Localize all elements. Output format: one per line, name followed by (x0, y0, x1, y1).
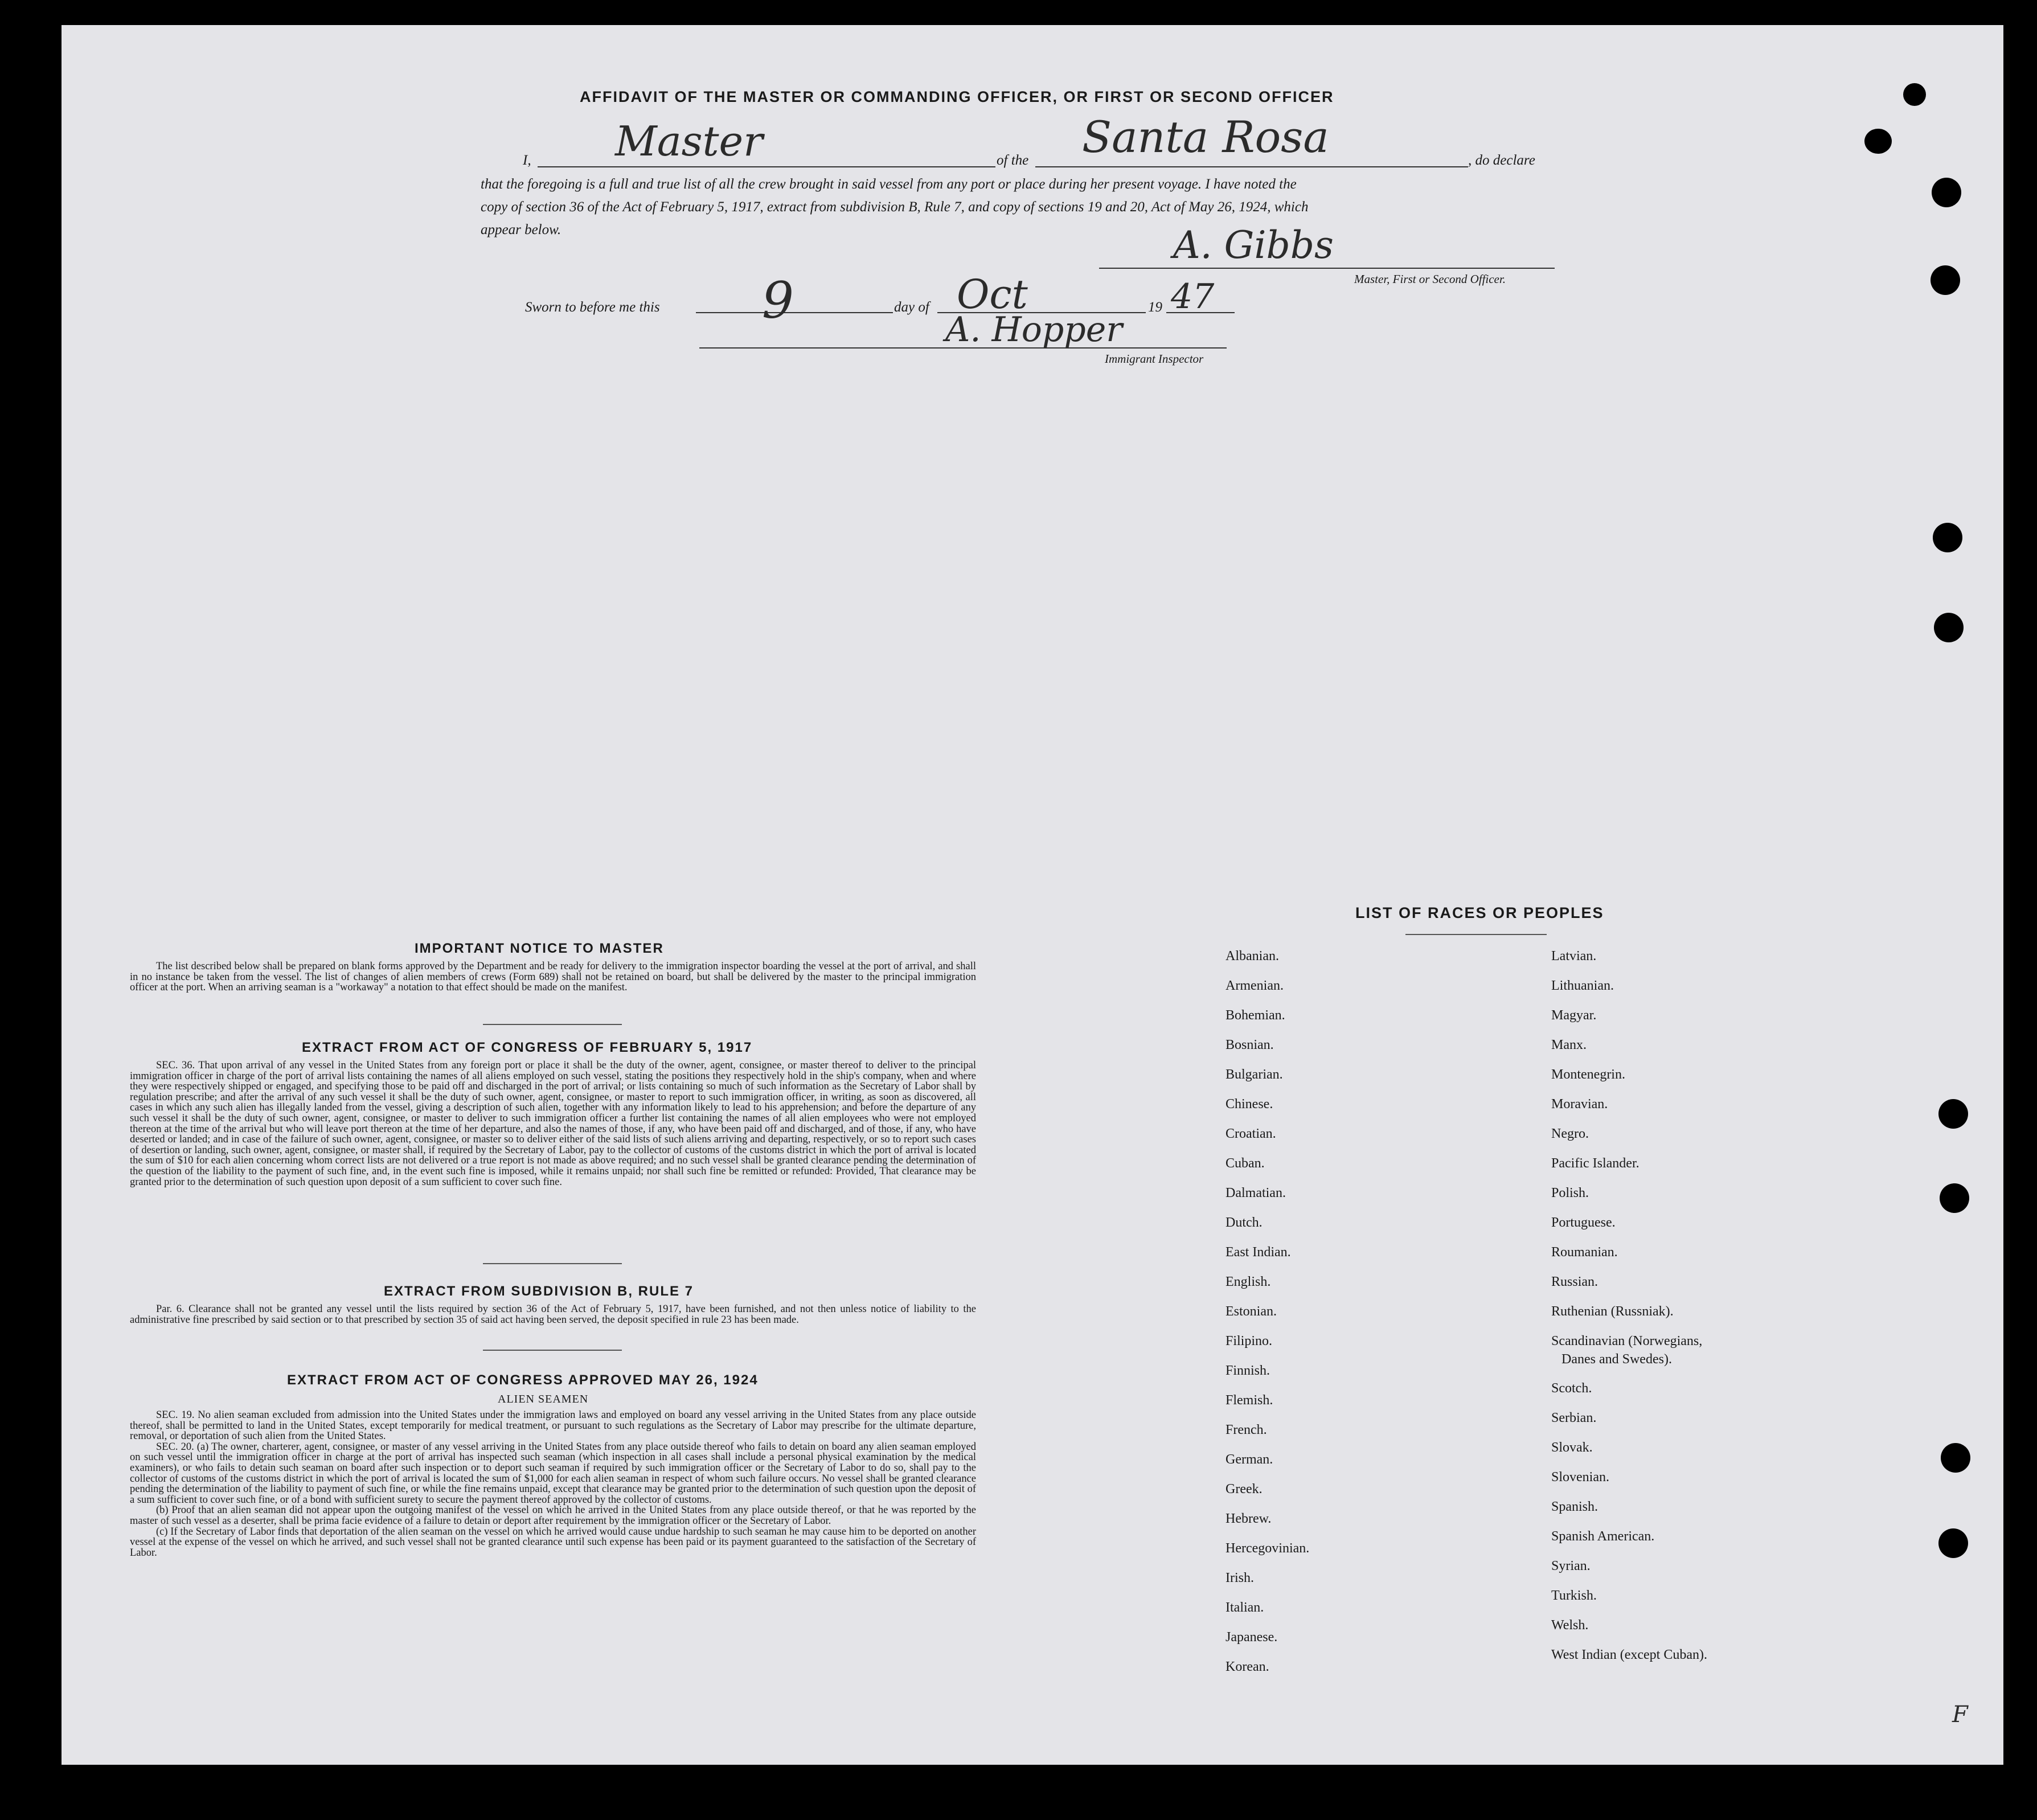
section-divider (483, 1024, 622, 1025)
races-title-underline (1405, 934, 1547, 935)
race-item: East Indian. (1226, 1245, 1291, 1260)
affidavit-line-2: that the foregoing is a full and true list of all the crew brought in said vessel from any port or place during her present voyage. I have noted the (481, 177, 1297, 192)
race-item: Scandinavian (Norwegians, (1551, 1334, 1703, 1348)
extract-1917-body (130, 1060, 976, 1187)
race-item: West Indian (except Cuban). (1551, 1647, 1707, 1662)
race-item: Japanese. (1226, 1630, 1278, 1645)
race-item: Spanish. (1551, 1499, 1599, 1514)
race-item: Slovak. (1551, 1440, 1593, 1455)
race-item: Filipino. (1226, 1334, 1273, 1348)
affidavit-title: AFFIDAVIT OF THE MASTER OR COMMANDING OFFICER, OR FIRST OR SECOND OFFICER (580, 88, 1334, 105)
race-item: Magyar. (1551, 1008, 1597, 1023)
par-6-paragraph: Par. 6. Clearance shall not be granted any vessel until the lists required by section 36 of the Act of February 5, 1917, have been furnished, and not then unless notice of liability to the administrative fine prescribed by said section or to that prescribed by section 35 of said act having been served, the deposit specified in rule 23 has been made. (130, 1303, 976, 1326)
binder-hole (1933, 523, 1962, 552)
handwritten-inspector-signature: A. Hopper (945, 310, 1122, 350)
handwritten-year: 47 (1171, 277, 1215, 317)
year-prefix: 19 (1148, 300, 1162, 315)
race-item: Bosnian. (1226, 1038, 1274, 1052)
race-item: Armenian. (1226, 978, 1284, 993)
signature-caption: Master, First or Second Officer. (1354, 272, 1506, 286)
signature-line (1099, 268, 1555, 269)
race-item: Korean. (1226, 1659, 1269, 1674)
race-item: Russian. (1551, 1274, 1599, 1289)
section-divider (483, 1263, 622, 1264)
day-of-label: day of (894, 300, 929, 315)
race-item: Finnish. (1226, 1363, 1270, 1378)
binder-hole (1864, 129, 1892, 154)
race-item: Hebrew. (1226, 1511, 1272, 1526)
do-declare-label: , do declare (1468, 153, 1535, 168)
race-item: Portuguese. (1551, 1215, 1616, 1230)
vessel-line (1035, 166, 1468, 167)
handwritten-vessel-name: Santa Rosa (1082, 112, 1329, 162)
corner-mark: F (1952, 1702, 1968, 1728)
race-item: Pacific Islander. (1551, 1156, 1640, 1171)
race-item: Estonian. (1226, 1304, 1277, 1319)
affidavit-line-3: copy of section 36 of the Act of February 5, 1917, extract from subdivision B, Rule 7, and copy of sections 19 and 20, Act of May 26, 1924, which (481, 199, 1309, 215)
binder-hole (1938, 1528, 1968, 1558)
sec-19-paragraph: SEC. 19. No alien seaman excluded from admission into the United States under the immigration laws and employed on board any vessel arriving in the United States from any place outside thereof, shall be permitted to land in the United States, except temporarily for medical treatment, or pursuant to such regulations as the Secretary of Labor may prescribe for the ultimate departure, removal, or deportation of such alien from the United States. (130, 1409, 976, 1442)
notice-body (130, 961, 976, 993)
race-item: English. (1226, 1274, 1271, 1289)
binder-hole (1941, 1443, 1970, 1473)
binder-hole (1931, 265, 1960, 295)
race-item: Syrian. (1551, 1559, 1591, 1573)
rule7-body (130, 1304, 976, 1325)
race-item: Albanian. (1226, 949, 1279, 964)
race-item: Turkish. (1551, 1588, 1597, 1603)
race-item: Manx. (1551, 1038, 1587, 1052)
section-36-paragraph: SEC. 36. That upon arrival of any vessel in the United States from any foreign port or place it shall be the duty of the owner, agent, consignee, or master thereof to deliver to the principal immigration officer in charge of the port of arrival lists containing the names of all aliens employed on such vessel, stating the positions they respectively hold in the ship's company, when and where they were respectively shipped or engaged, and specifying those to be paid off and discharged in the port of arrival; or lists containing so much of such information as the Secretary of Labor shall by regulation prescribe; and after the arrival of any such vessel it shall be the duty of such owner, agent, consignee, or master to report to such immigration officer, in writing, as soon as discovered, all cases in which any such alien has illegally landed from the vessel, giving a description of such alien, together with any information likely to lead to his apprehension; and before the departure of any such vessel it shall be the duty of such owner, agent, consignee, or master to deliver to such immigration officer a further list containing the names of all alien employees who were not employed thereon at the time of the arrival but who will leave port thereon at the time of her departure, and also the names of those, if any, who have been paid off and discharged, and of those, if any, who have deserted or landed; and in case of the failure of such owner, agent, consignee, or master so to deliver either of the said lists of such aliens arriving and departing, respectively, or so to report such cases of desertion or landing, such owner, agent, consignee, or master shall, if required by the Secretary of Labor, pay to the collector of customs of the customs district in which the port of arrival is located the sum of $10 for each alien concerning whom correct lists are not delivered or a true report is not made as above required; and no such vessel shall be granted clearance pending the determination of the question of the liability to the payment of such fine, and, in the event such fine is imposed, while it remains unpaid; nor shall such fine be remitted or refunded: Provided, That clearance may be granted prior to the determination of such question upon deposit of a sum sufficient to cover such fine. (130, 1060, 976, 1188)
handwritten-master-signature: A. Gibbs (1173, 223, 1334, 267)
race-item: Roumanian. (1551, 1245, 1618, 1260)
race-item: Negro. (1551, 1126, 1589, 1141)
handwritten-month: Oct (957, 271, 1028, 318)
race-item: Danes and Swedes). (1561, 1352, 1672, 1367)
race-item: Welsh. (1551, 1618, 1589, 1633)
sec-20b-paragraph: (b) Proof that an alien seaman did not appear upon the outgoing manifest of the vessel on which he arrived in the United States from any place outside thereof, or that he was reported by the master of such vessel as a deserter, shall be prima facie evidence of a failure to detain or deport after requirement by the immigration officer or the Secretary of Labor. (130, 1505, 976, 1527)
race-item: Slovenian. (1551, 1470, 1609, 1485)
race-item: Montenegrin. (1551, 1067, 1625, 1082)
races-title: LIST OF RACES OR PEOPLES (1355, 904, 1604, 921)
affidavit-i-label: I, (523, 153, 531, 168)
extract-1924-title: EXTRACT FROM ACT OF CONGRESS APPROVED MAY 26, 1924 (287, 1372, 759, 1388)
sworn-label: Sworn to before me this (525, 300, 660, 315)
extract-1924-body (130, 1410, 976, 1558)
race-item: French. (1226, 1423, 1267, 1437)
notice-paragraph: The list described below shall be prepared on blank forms approved by the Department and be ready for delivery to the immigration inspector boarding the vessel at the port of arrival, and shall in no instance be taken from the vessel. The list of changes of alien members of crews (Form 689) shall not be retained on board, but shall be delivered by the master to the principal immigration officer at the port. When an arriving seaman is a "workaway" a notation to that effect should be made on the manifest. (130, 961, 976, 994)
race-item: Serbian. (1551, 1411, 1597, 1425)
race-item: Italian. (1226, 1600, 1264, 1615)
binder-hole (1932, 178, 1961, 207)
race-item: Lithuanian. (1551, 978, 1614, 993)
race-item: Ruthenian (Russniak). (1551, 1304, 1674, 1319)
binder-hole (1940, 1183, 1969, 1213)
alien-seamen-subtitle: ALIEN SEAMEN (498, 1393, 589, 1405)
race-item: Bulgarian. (1226, 1067, 1283, 1082)
race-item: Irish. (1226, 1571, 1254, 1585)
race-item: Chinese. (1226, 1097, 1273, 1112)
race-item: Polish. (1551, 1186, 1589, 1200)
race-item: Greek. (1226, 1482, 1263, 1497)
rule7-title: EXTRACT FROM SUBDIVISION B, RULE 7 (384, 1284, 694, 1299)
rank-line (538, 166, 995, 167)
race-item: Flemish. (1226, 1393, 1273, 1408)
sec-20a-paragraph: SEC. 20. (a) The owner, charterer, agent, consignee, or master of any vessel arriving in the United States from any place outside thereof who fails to detain on board any alien seaman employed on such vessel until the immigration officer in charge at the port of arrival has inspected such seaman (which inspection in all cases shall include a personal physical examination by the medical examiners), or who fails to detain such seaman on board after such inspection or to deport such seaman if required by such immigration officer or the Secretary of Labor to do so, shall pay to the collector of customs of the customs district in which the port of arrival is located the sum of $1,000 for each alien seaman in respect of whom such failure occurs. No vessel shall be granted clearance pending the determination of the liability to payment of such fine, or while the fine remains unpaid, except that clearance may be granted prior to the determination of such question upon the deposit of a sum sufficient to cover such fine, or of a bond with sufficient surety to secure the payment thereof approved by the collector of customs. (130, 1441, 976, 1506)
affidavit-line-4: appear below. (481, 222, 561, 237)
race-item: German. (1226, 1452, 1273, 1467)
sec-20c-paragraph: (c) If the Secretary of Labor finds that deportation of the alien seaman on the vessel on which he arrived would cause undue hardship to such seaman he may cause him to be deported on another vessel at the expense of the vessel on which he arrived, and such vessel shall not be granted clearance until such expense has been paid or its payment guaranteed to the satisfaction of the Secretary of Labor. (130, 1526, 976, 1559)
race-item: Bohemian. (1226, 1008, 1285, 1023)
extract-1917-title: EXTRACT FROM ACT OF CONGRESS OF FEBRUARY 5, 1917 (302, 1040, 753, 1055)
race-item: Scotch. (1551, 1381, 1592, 1396)
race-item: Dalmatian. (1226, 1186, 1286, 1200)
race-item: Latvian. (1551, 949, 1597, 964)
race-item: Cuban. (1226, 1156, 1265, 1171)
day-line (696, 312, 893, 313)
binder-hole (1934, 613, 1964, 642)
section-divider (483, 1350, 622, 1351)
of-the-label: of the (997, 153, 1029, 168)
inspector-caption: Immigrant Inspector (1105, 352, 1204, 366)
race-item: Hercegovinian. (1226, 1541, 1310, 1556)
race-item: Spanish American. (1551, 1529, 1655, 1544)
race-item: Moravian. (1551, 1097, 1608, 1112)
notice-title: IMPORTANT NOTICE TO MASTER (415, 941, 664, 956)
binder-hole (1938, 1099, 1968, 1129)
race-item: Croatian. (1226, 1126, 1276, 1141)
handwritten-day: 9 (762, 271, 794, 330)
binder-hole (1903, 83, 1926, 106)
race-item: Dutch. (1226, 1215, 1263, 1230)
handwritten-rank: Master (615, 117, 763, 165)
